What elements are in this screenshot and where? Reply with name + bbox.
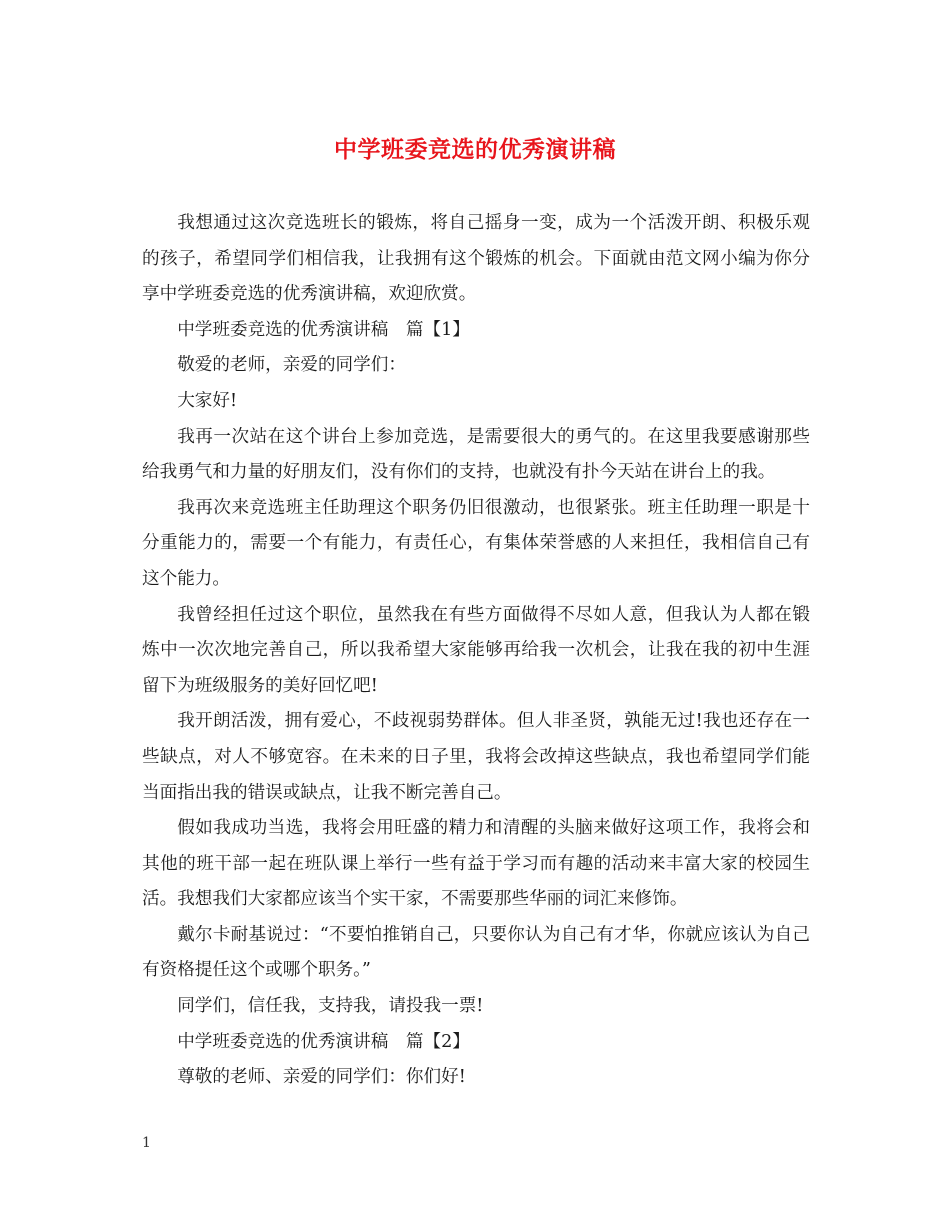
paragraph-closing: 同学们，信任我，支持我，请投我一票! xyxy=(177,996,484,1017)
document-body xyxy=(142,206,810,1096)
section-heading-1: 中学班委竞选的优秀演讲稿 篇【1】 xyxy=(177,319,470,340)
paragraph: 我再一次站在这个讲台上参加竞选，是需要很大的勇气的。在这里我要感谢那些给我勇气和力量的好朋友们，没有你们的支持，也就没有扑今天站在讲台上的我。 xyxy=(142,426,810,483)
page-number: 1 xyxy=(142,1135,151,1151)
salutation-2: 尊敬的老师、亲爱的同学们：你们好! xyxy=(177,1067,466,1088)
paragraph: 我再次来竞选班主任助理这个职务仍旧很激动，也很紧张。班主任助理一职是十分重能力的，需要一个有能力，有责任心，有集体荣誉感的人来担任，我相信自己有这个能力。 xyxy=(142,497,810,589)
greeting: 大家好! xyxy=(177,390,238,411)
paragraph-quote: 戴尔卡耐基说过：“不要怕推销自己，只要你认为自己有才华，你就应该认为自己有资格提任这个或哪个职务。” xyxy=(142,924,810,981)
section-heading-2: 中学班委竞选的优秀演讲稿 篇【2】 xyxy=(177,1031,470,1052)
paragraph-intro: 我想通过这次竞选班长的锻炼，将自己摇身一变，成为一个活泼开朗、积极乐观的孩子，希望同学们相信我，让我拥有这个锻炼的机会。下面就由范文网小编为你分享中学班委竞选的优秀演讲稿，欢迎欣赏。 xyxy=(142,213,810,305)
paragraph: 我曾经担任过这个职位，虽然我在有些方面做得不尽如人意，但我认为人都在锻炼中一次次地完善自己，所以我希望大家能够再给我一次机会，让我在我的初中生涯留下为班级服务的美好回忆吧! xyxy=(142,604,810,696)
salutation: 敬爱的老师，亲爱的同学们： xyxy=(177,355,406,376)
paragraph: 我开朗活泼，拥有爱心，不歧视弱势群体。但人非圣贤，孰能无过!我也还存在一些缺点，对人不够宽容。在未来的日子里，我将会改掉这些缺点，我也希望同学们能当面指出我的错误或缺点，让我不断完善自己。 xyxy=(142,711,810,803)
paragraph: 假如我成功当选，我将会用旺盛的精力和清醒的头脑来做好这项工作，我将会和其他的班干部一起在班队课上举行一些有益于学习而有趣的活动来丰富大家的校园生活。我想我们大家都应该当个实干家，不需要那些华丽的词汇来修饰。 xyxy=(142,818,810,910)
document-title: 中学班委竞选的优秀演讲稿 xyxy=(334,136,616,163)
